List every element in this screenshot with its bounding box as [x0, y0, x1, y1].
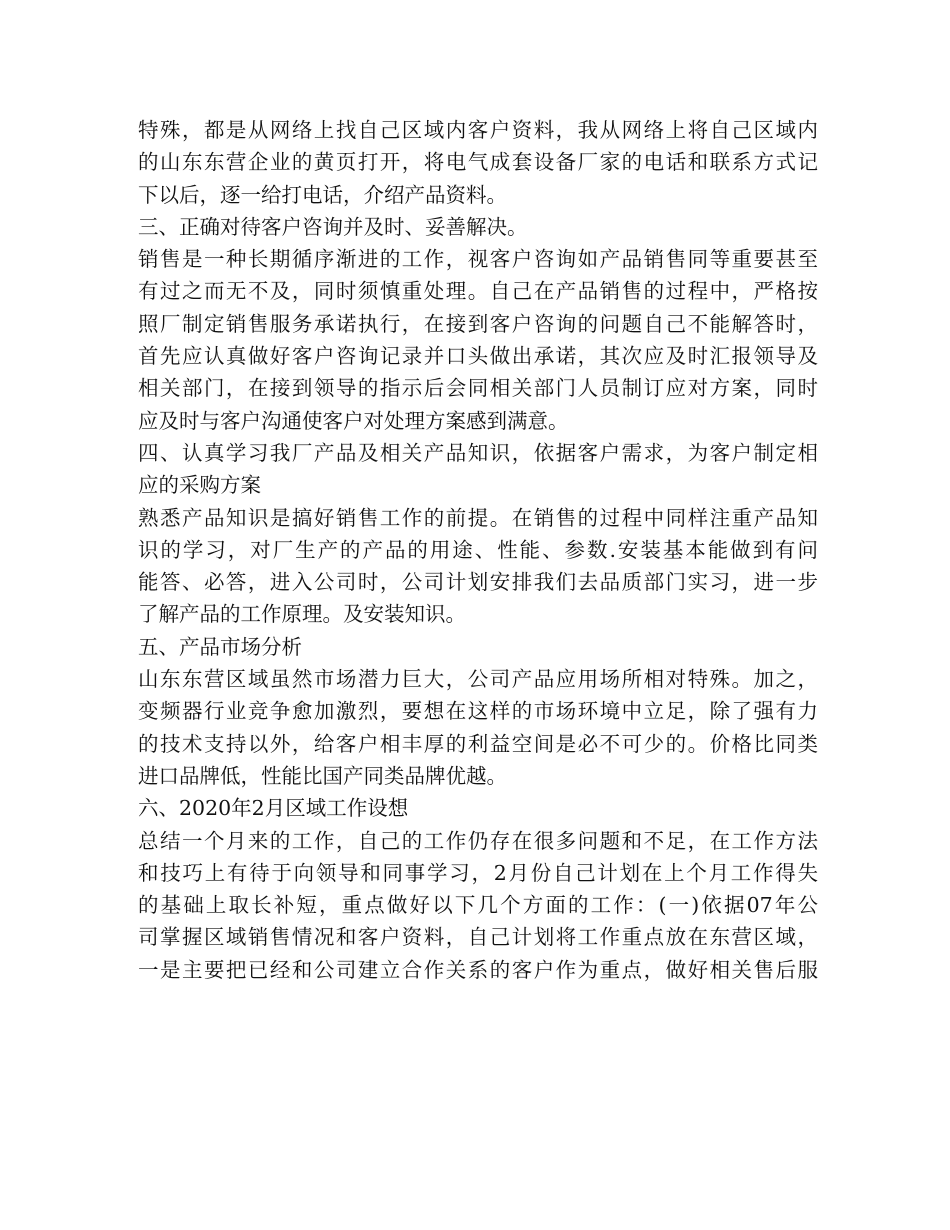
text-line: 和技巧上有待于向领导和同事学习，2月份自己计划在上个月工作得失	[138, 860, 818, 885]
text-line: 的技术支持以外，给客户相丰厚的利益空间是必不可少的。价格比同类	[138, 731, 818, 756]
text-line: 识的学习，对厂生产的产品的用途、性能、参数.安装基本能做到有问	[138, 537, 818, 562]
text-line: 进口品牌低，性能比国产同类品牌优越。	[138, 763, 507, 788]
text-line: 首先应认真做好客户咨询记录并口头做出承诺，其次应及时汇报领导及	[138, 344, 818, 369]
section-heading: 应的采购方案	[138, 473, 261, 498]
text-line: 了解产品的工作原理。及安装知识。	[138, 602, 466, 627]
text-line: 下以后，逐一给打电话，介绍产品资料。	[138, 182, 507, 207]
text-line: 相关部门，在接到领导的指示后会同相关部门人员制订应对方案，同时	[138, 376, 818, 401]
text-line: 变频器行业竞争愈加激烈，要想在这样的市场环境中立足，除了强有力	[138, 699, 818, 724]
document-body	[138, 114, 818, 986]
text-line: 山东东营区域虽然市场潜力巨大，公司产品应用场所相对特殊。加之，	[138, 667, 818, 692]
text-line: 特殊，都是从网络上找自己区域内客户资料，我从网络上将自己区域内	[138, 118, 818, 142]
section-heading: 六、2020年2月区域工作设想	[138, 796, 409, 821]
section-heading: 三、正确对待客户咨询并及时、妥善解决。	[138, 214, 528, 239]
text-line: 照厂制定销售服务承诺执行，在接到客户咨询的问题自己不能解答时，	[138, 311, 818, 336]
text-line: 应及时与客户沟通使客户对处理方案感到满意。	[138, 408, 569, 433]
text-line: 销售是一种长期循序渐进的工作，视客户咨询如产品销售同等重要甚至	[138, 247, 818, 272]
text-line: 司掌握区域销售情况和客户资料，自己计划将工作重点放在东营区域，	[138, 925, 818, 950]
text-line: 有过之而无不及，同时须慎重处理。自己在产品销售的过程中，严格按	[138, 279, 818, 304]
text-line: 熟悉产品知识是搞好销售工作的前提。在销售的过程中同样注重产品知	[138, 505, 818, 530]
text-line: 的山东东营企业的黄页打开，将电气成套设备厂家的电话和联系方式记	[138, 150, 818, 175]
section-heading: 五、产品市场分析	[138, 634, 302, 659]
text-line: 一是主要把已经和公司建立合作关系的客户作为重点，做好相关售后服	[138, 957, 818, 982]
section-heading: 四、认真学习我厂产品及相关产品知识，依据客户需求，为客户制定相	[138, 440, 818, 465]
text-line: 的基础上取长补短，重点做好以下几个方面的工作：(一)依据07年公	[138, 893, 818, 918]
text-line: 总结一个月来的工作，自己的工作仍存在很多问题和不足，在工作方法	[138, 828, 818, 853]
text-line: 能答、必答，进入公司时，公司计划安排我们去品质部门实习，进一步	[138, 570, 818, 595]
